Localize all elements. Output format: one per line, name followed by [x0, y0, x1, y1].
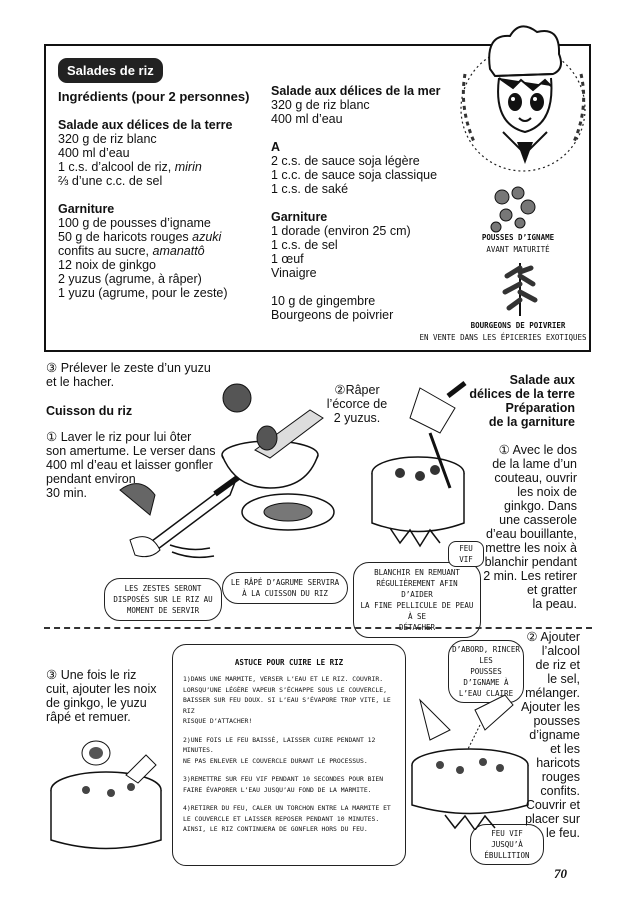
- step-number: ②: [526, 630, 538, 644]
- terre-garniture-line: confits au sucre, amanattô: [58, 244, 205, 258]
- mer-garniture-line: Vinaigre: [271, 266, 317, 280]
- chef-illustration: [455, 14, 595, 184]
- mer-ingredients: [271, 84, 441, 322]
- step3-remuer: ③ Une fois le riz cuit, ajouter les noix de ginkgo, le yuzu râpé et remuer.: [46, 668, 157, 724]
- mer-title: Salade aux délices de la mer: [271, 84, 441, 98]
- step-number: ①: [46, 430, 58, 444]
- mer-garniture-line: 1 œuf: [271, 252, 304, 266]
- step3-zeste: ③ Prélever le zeste d’un yuzu et le hacher.: [46, 361, 211, 389]
- astuce-item: 4)RETIRER DU FEU, CALER UN TORCHON ENTRE LA MARMITE ET LE COUVERCLE ET LAISSER REPOSER PENDANT 10 MINUTES. AINSI, LE RIZ CONTINUERA DE GONFLER HORS DU FEU.: [183, 804, 391, 833]
- bourgeons-subcaption: EN VENTE DANS LES ÉPICERIES EXOTIQUES: [419, 333, 587, 342]
- plate-illustration: [238, 490, 338, 535]
- feu-vif-bubble: FEU VIF: [448, 541, 484, 567]
- astuce-item: 1)DANS UNE MARMITE, VERSER L’EAU ET LE RIZ. COUVRIR. LORSQU’UNE LÉGÈRE VAPEUR S’ÉCHAPPE SOUS LE COUVERCLE, BAISSER SUR FEU DOUX. SI L’EAU S’ÉVAPORE TROP VITE, LE RIZ RISQUE D’ATTACHER!: [183, 675, 391, 725]
- terre-garniture-line: 1 yuzu (agrume, pour le zeste): [58, 286, 228, 300]
- terre-garniture-line: 50 g de haricots rouges azuki: [58, 230, 222, 244]
- mer-extra-line: 10 g de gingembre: [271, 294, 376, 308]
- garniture-step1: ① Avec le dos de la lame d’un couteau, ouvrir les noix de ginkgo. Dans une casserole d’eau bouillante, mettre les noix à blanchir pendant 2 min. Les retirer et gratter la peau.: [483, 443, 577, 611]
- astuce-box: [172, 644, 406, 866]
- astuce-item: 2)UNE FOIS LE FEU BAISSÉ, LAISSER CUIRE PENDANT 12 MINUTES. NE PAS ENLEVER LE COUVERCLE DURANT LE PROCESSUS.: [183, 735, 376, 765]
- mer-garniture-line: 1 c.s. de sel: [271, 238, 338, 252]
- cuisson-text: ① Laver le riz pour lui ôter son amertume. Le verser dans 400 ml d’eau et laisser gonfler pendant environ 30 min.: [46, 430, 216, 500]
- recipe-badge: Salades de riz: [58, 58, 163, 83]
- mer-garniture-title: Garniture: [271, 210, 328, 224]
- blanchir-speech-bubble: BLANCHIR EN REMUANT RÉGULIÈREMENT AFIN D’AIDER LA FINE PELLICULE DE PEAU À SE DÉTACHER: [353, 562, 481, 638]
- section-divider: [44, 627, 592, 629]
- astuce-title: ASTUCE POUR CUIRE LE RIZ: [234, 658, 344, 667]
- zestes-speech-bubble: LES ZESTES SERONT DISPOSÉS SUR LE RIZ AU MOMENT DE SERVIR: [104, 578, 222, 621]
- astuce-items: [173, 668, 405, 835]
- mer-line: 400 ml d’eau: [271, 112, 343, 126]
- pousses-subcaption: AVANT MATURITÉ: [486, 245, 550, 254]
- ginkgo-pot-illustration: [360, 378, 470, 548]
- terre-garniture-line: 2 yuzus (agrume, à râper): [58, 272, 202, 286]
- mer-a-line: 2 c.s. de sauce soja légère: [271, 154, 420, 168]
- mer-garniture-line: 1 dorade (environ 25 cm): [271, 224, 411, 238]
- mer-a-line: 1 c.s. de saké: [271, 182, 349, 196]
- terre-ingredients: [58, 118, 232, 300]
- terre-line: ⅔ d’une c.c. de sel: [58, 174, 163, 188]
- astuce-item: 3)REMETTRE SUR FEU VIF PENDANT 10 SECONDES POUR BIEN FAIRE ÉVAPORER L’EAU JUSQU’AU FOND DE LA MARMITE.: [183, 775, 384, 794]
- terre-line: 320 g de riz blanc: [58, 132, 157, 146]
- mer-extra-line: Bourgeons de poivrier: [271, 308, 394, 322]
- mer-a-title: A: [271, 140, 281, 154]
- pousses-caption: POUSSES D’IGNAME: [481, 233, 555, 242]
- page-number: 70: [554, 866, 567, 881]
- grating-bowl-illustration: [215, 380, 330, 490]
- mer-line: 320 g de riz blanc: [271, 98, 370, 112]
- cuisson-title: Cuisson du riz: [46, 404, 133, 418]
- terre-garniture-line: 12 noix de ginkgo: [58, 258, 156, 272]
- mer-a-line: 1 c.c. de sauce soja classique: [271, 168, 438, 182]
- step-number: ③: [46, 361, 58, 375]
- ebullition-speech-bubble: FEU VIF JUSQU’À ÉBULLITION: [470, 824, 544, 865]
- step-number: ③: [46, 668, 58, 682]
- terre-garniture-line: 100 g de pousses d’igname: [58, 216, 211, 230]
- garniture-heading: Salade aux délices de la terre Préparation de la garniture: [469, 373, 575, 429]
- terre-title: Salade aux délices de la terre: [58, 118, 233, 132]
- bourgeons-caption: BOURGEONS DE POIVRIER: [470, 321, 566, 330]
- terre-garniture-title: Garniture: [58, 202, 115, 216]
- step-number: ①: [498, 443, 510, 457]
- rincer-speech-bubble: D’ABORD, RINCER LES POUSSES D’IGNAME À L’EAU CLAIRE: [448, 640, 524, 703]
- step-number: ②: [334, 383, 346, 397]
- rape-speech-bubble: LE RÂPÉ D’AGRUME SERVIRA À LA CUISSON DU RIZ: [222, 572, 348, 604]
- ingredients-title: Ingrédients (pour 2 personnes): [58, 89, 250, 104]
- garniture-step2: ② Ajouter l’alcool de riz et le sel, mélanger. Ajouter les pousses d’igname et les haricots rouges confits. Couvrir et placer sur le feu.: [520, 630, 580, 840]
- yam-pods-illustration: [488, 185, 538, 235]
- terre-line: 1 c.s. d’alcool de riz, mirin: [58, 160, 202, 174]
- terre-line: 400 ml d’eau: [58, 146, 130, 160]
- rice-pot-illustration: [46, 735, 166, 855]
- pepper-buds-illustration: [495, 258, 545, 318]
- step2-raper: ②Râper l’écorce de 2 yuzus.: [326, 383, 388, 425]
